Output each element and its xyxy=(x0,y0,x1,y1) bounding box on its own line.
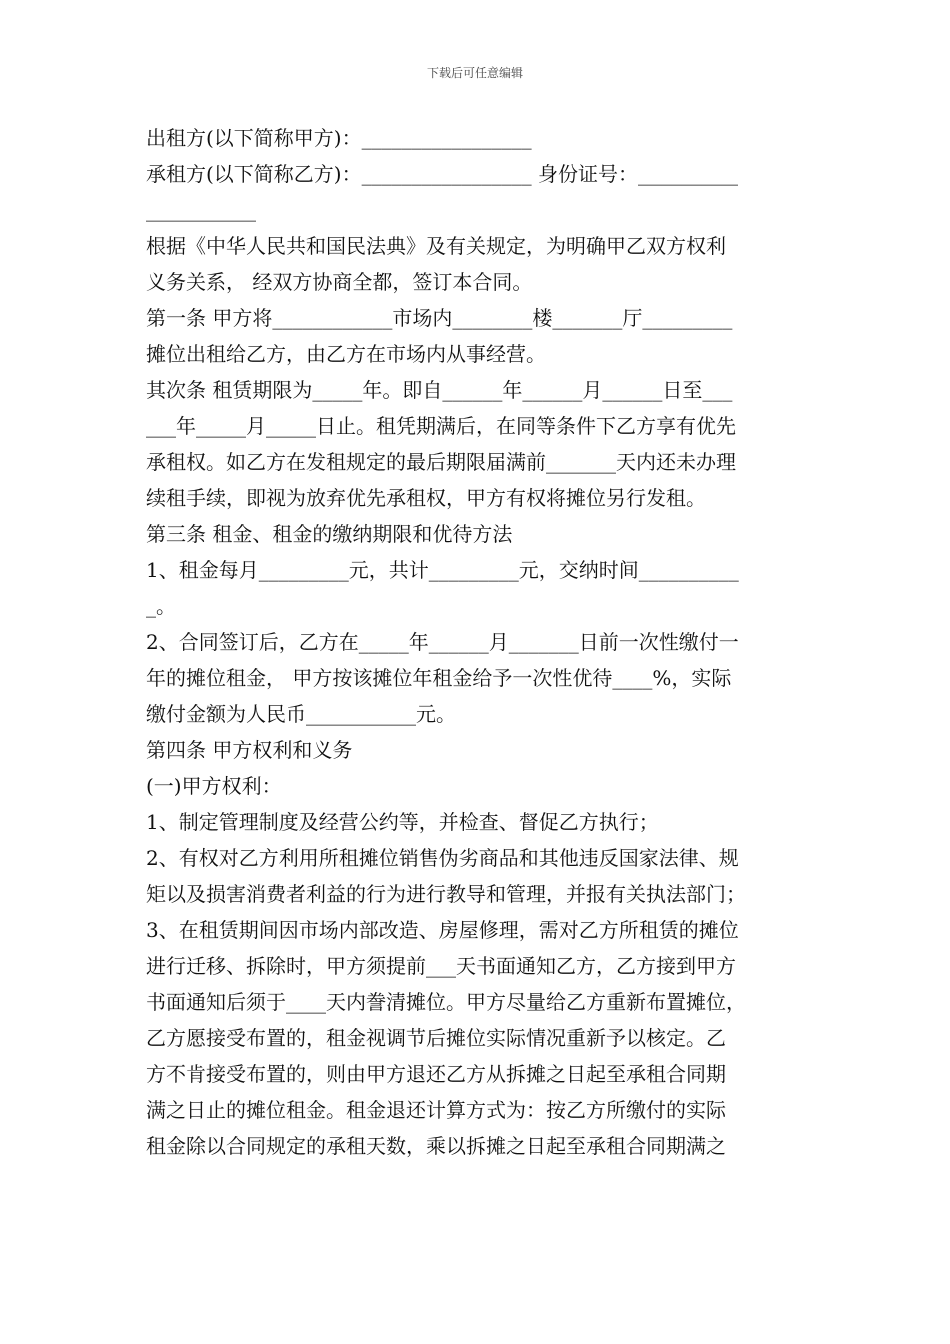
text-line: 承租方(以下简称乙方)：_________________ 身份证号：__________ xyxy=(146,162,738,186)
text-line: 出租方(以下简称甲方)：_________________ xyxy=(146,126,532,150)
text-line: 1、制定管理制度及经营公约等，并检查、督促乙方执行； xyxy=(146,810,659,834)
text-line: 承租权。如乙方在发租规定的最后期限届满前_______天内还未办理 xyxy=(146,450,736,474)
text-line: 续租手续，即视为放弃优先承租权，甲方有权将摊位另行发租。 xyxy=(146,486,706,510)
text-line: 第四条 甲方权利和义务 xyxy=(146,738,353,762)
text-line: ___________ xyxy=(146,198,256,222)
text-line: _。 xyxy=(146,594,176,618)
text-line: 根据《中华人民共和国民法典》及有关规定，为明确甲乙双方权利 xyxy=(146,234,726,258)
text-line: 第三条 租金、租金的缴纳期限和优待方法 xyxy=(146,522,513,546)
text-line: 1、租金每月_________元，共计_________元，交纳时间__________ xyxy=(146,558,739,582)
contract-body xyxy=(146,120,826,1164)
text-line: 第一条 甲方将____________市场内________楼_______厅_________ xyxy=(146,306,733,330)
page-header: 下载后可任意编辑 xyxy=(426,66,523,80)
text-line: 租金除以合同规定的承租天数，乘以拆摊之日起至承租合同期满之 xyxy=(146,1134,726,1158)
text-line: 3、在租赁期间因市场内部改造、房屋修理，需对乙方所租赁的摊位 xyxy=(146,918,739,942)
text-line: 乙方愿接受布置的，租金视调节后摊位实际情况重新予以核定。乙 xyxy=(146,1026,726,1050)
text-line: 其次条 租赁期限为_____年。即自______年______月______日至___ xyxy=(146,378,733,402)
text-line: 方不肯接受布置的，则由甲方退还乙方从拆摊之日起至承租合同期 xyxy=(146,1062,726,1086)
text-line: 年的摊位租金， 甲方按该摊位年租金给予一次性优待____%，实际 xyxy=(146,666,732,690)
text-line: 义务关系， 经双方协商全都，签订本合同。 xyxy=(146,270,533,294)
text-line: 2、有权对乙方利用所租摊位销售伪劣商品和其他违反国家法律、规 xyxy=(146,846,739,870)
text-line: 摊位出租给乙方，由乙方在市场内从事经营。 xyxy=(146,342,546,366)
text-line: 满之日止的摊位租金。租金退还计算方式为：按乙方所缴付的实际 xyxy=(146,1098,726,1122)
text-line: (一)甲方权利： xyxy=(146,774,282,798)
text-line: 2、合同签订后，乙方在_____年______月_______日前一次性缴付一 xyxy=(146,630,739,654)
text-line: 缴付金额为人民币___________元。 xyxy=(146,702,456,726)
text-line: 进行迁移、拆除时，甲方须提前___天书面通知乙方，乙方接到甲方 xyxy=(146,954,736,978)
text-line: ___年_____月_____日止。租凭期满后，在同等条件下乙方享有优先 xyxy=(146,414,736,438)
text-line: 矩以及损害消费者利益的行为进行教导和管理，并报有关执法部门； xyxy=(146,882,746,906)
text-line: 书面通知后须于____天内誊清摊位。甲方尽量给乙方重新布置摊位， xyxy=(146,990,746,1014)
